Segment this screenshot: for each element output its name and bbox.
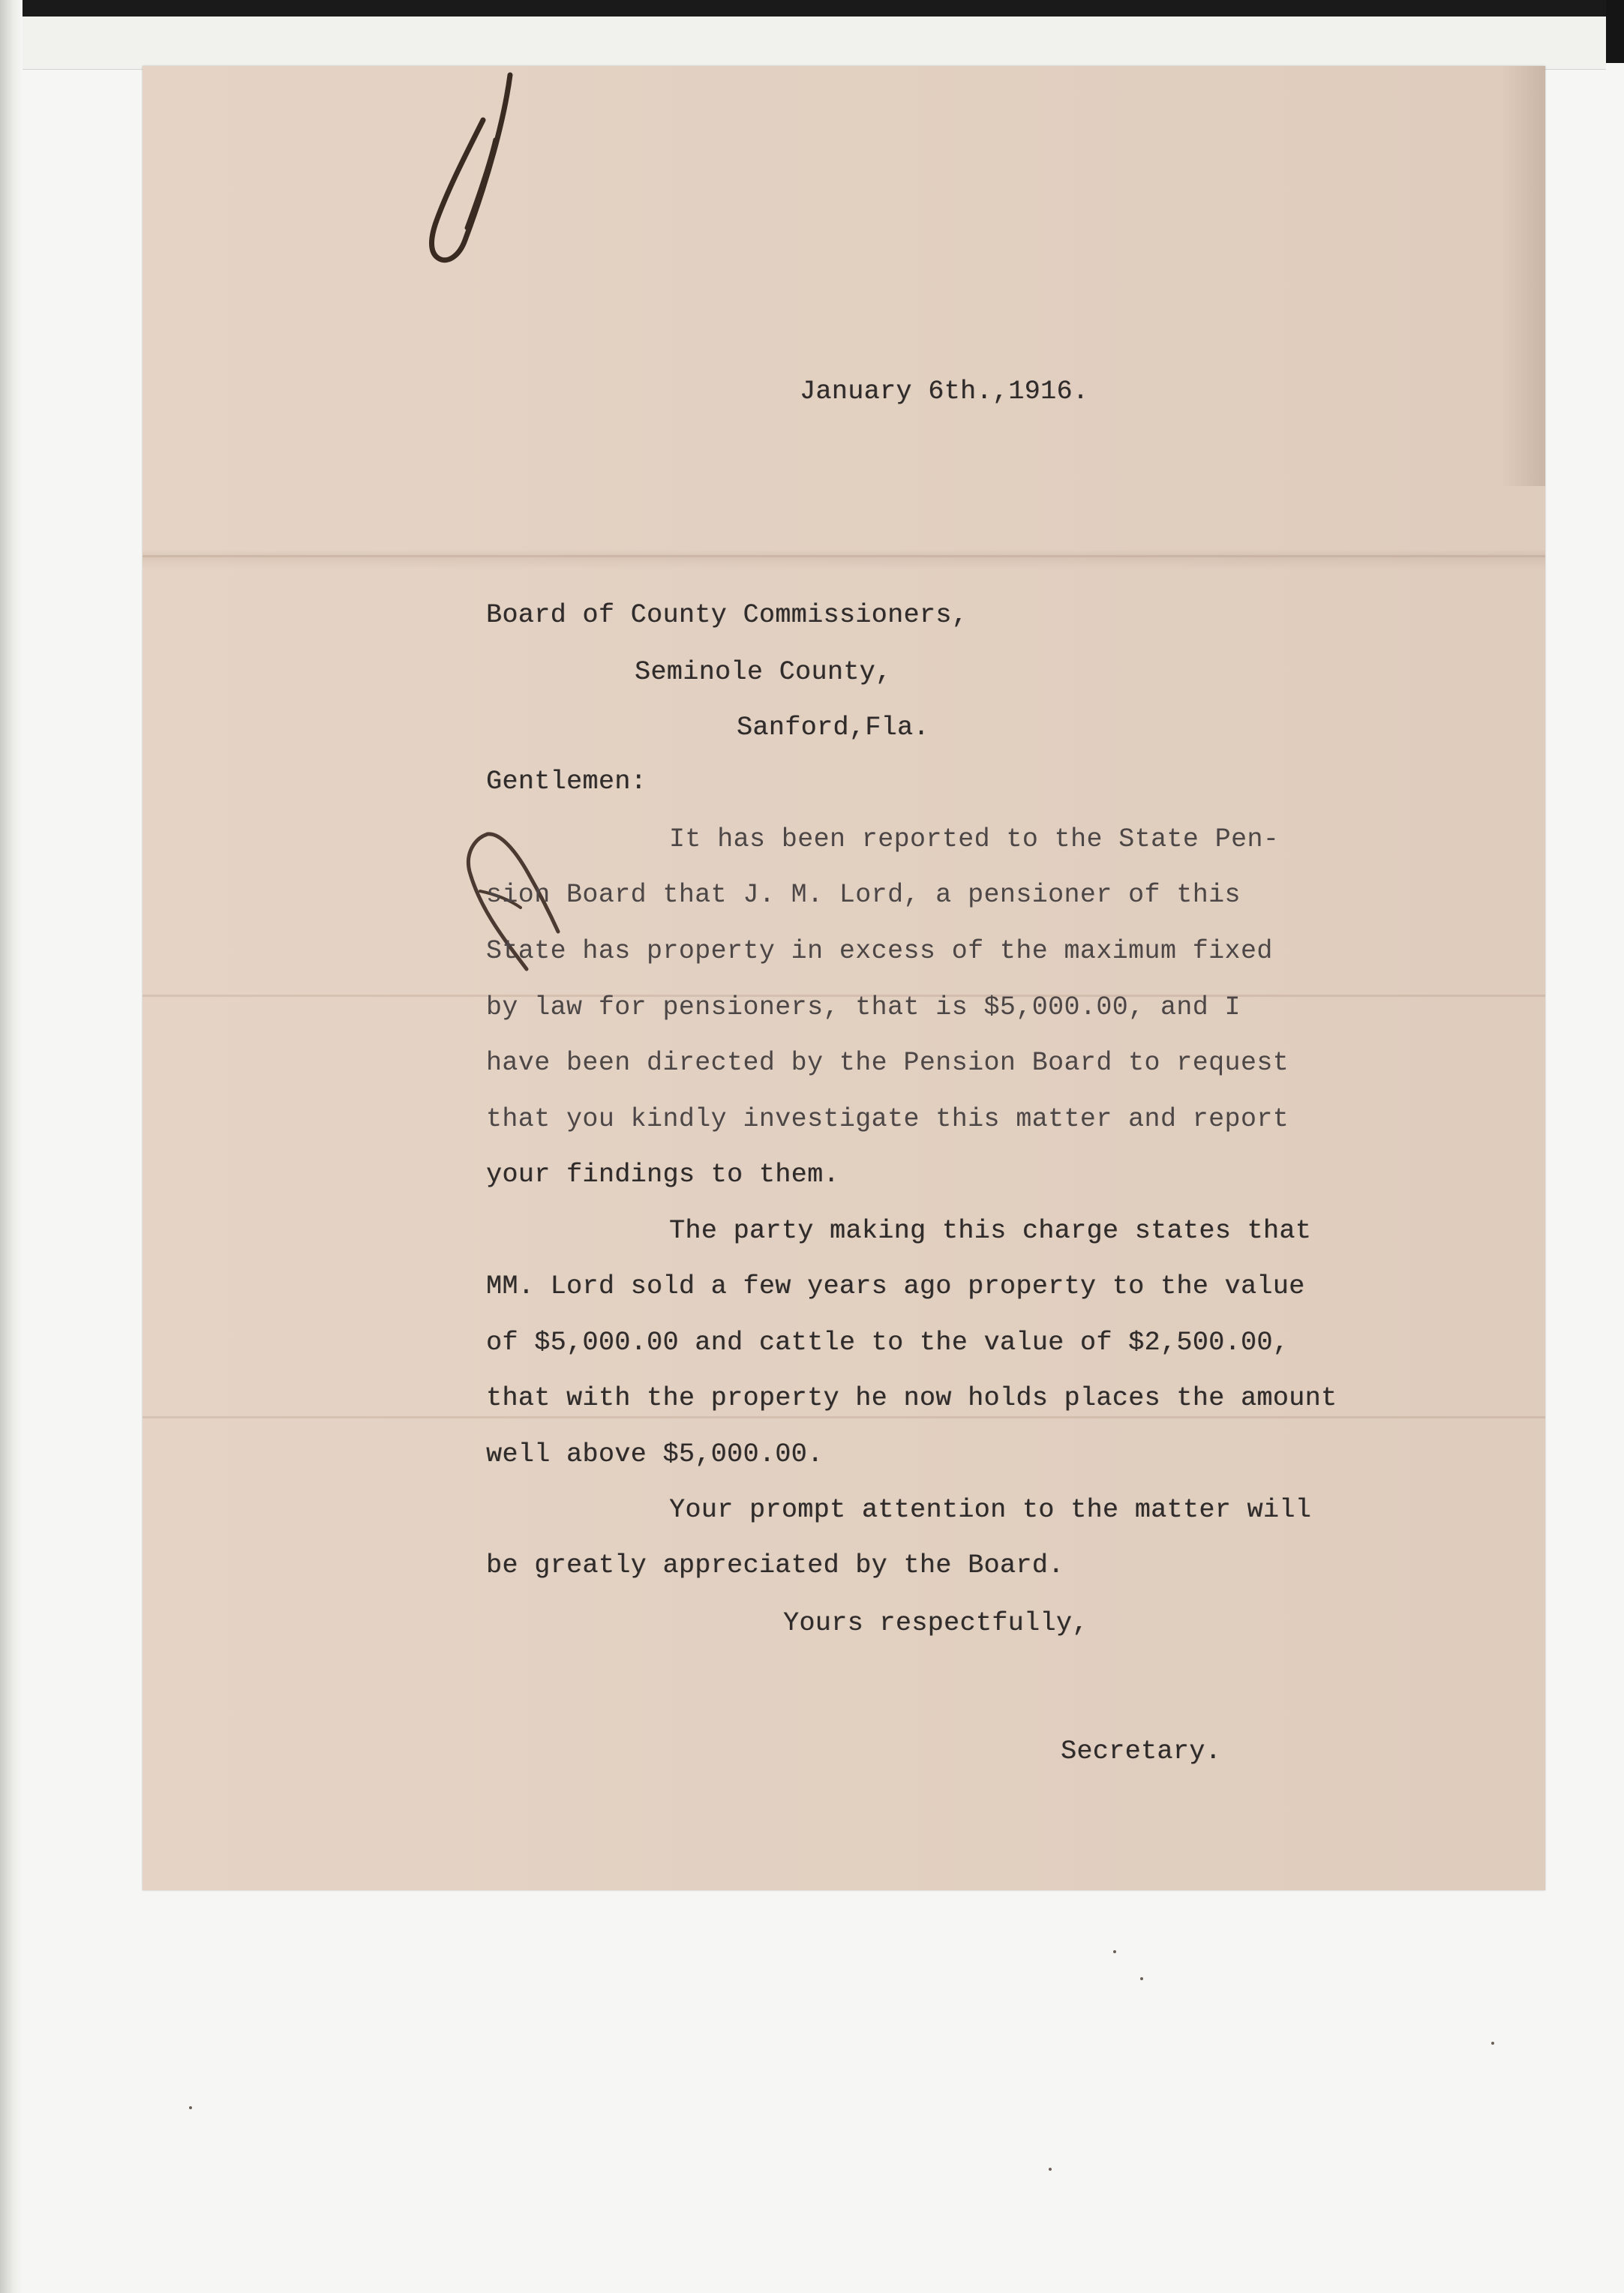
body-line: that you kindly investigate this matter and report bbox=[486, 1104, 1289, 1134]
letter-closing: Yours respectfully, bbox=[783, 1608, 1088, 1638]
body-line: have been directed by the Pension Board to request bbox=[486, 1048, 1289, 1078]
body-line: be greatly appreciated by the Board. bbox=[486, 1550, 1064, 1580]
scanner-top-bar bbox=[0, 0, 1624, 17]
body-line: Your prompt attention to the matter will bbox=[669, 1495, 1312, 1525]
body-line: sion Board that J. M. Lord, a pensioner of this bbox=[486, 880, 1241, 910]
backing-sheet-edge bbox=[23, 17, 1606, 70]
paperclip-rust-mark bbox=[405, 68, 525, 285]
recipient-line-2: Seminole County, bbox=[635, 657, 892, 687]
salutation: Gentlemen: bbox=[486, 767, 647, 797]
body-line: of $5,000.00 and cattle to the value of $2,500.00, bbox=[486, 1328, 1289, 1358]
body-line: The party making this charge states that bbox=[669, 1216, 1312, 1246]
recipient-line-3: Sanford,Fla. bbox=[737, 713, 929, 743]
edge-wear bbox=[1500, 66, 1545, 486]
fold-crease bbox=[143, 1416, 1545, 1418]
body-line: by law for pensioners, that is $5,000.00, and I bbox=[486, 992, 1241, 1022]
letter-date: January 6th.,1916. bbox=[800, 377, 1089, 407]
recipient-line-1: Board of County Commissioners, bbox=[486, 600, 968, 630]
signature-title: Secretary. bbox=[1061, 1736, 1222, 1766]
body-line: that with the property he now holds places the amount bbox=[486, 1383, 1337, 1413]
scanner-right-bar bbox=[1606, 0, 1624, 63]
body-line: your findings to them. bbox=[486, 1160, 839, 1190]
body-line: State has property in excess of the maximum fixed bbox=[486, 936, 1273, 966]
body-line: well above $5,000.00. bbox=[486, 1439, 824, 1469]
body-line: MM. Lord sold a few years ago property to the value bbox=[486, 1271, 1305, 1301]
fold-crease bbox=[143, 555, 1545, 557]
body-line: It has been reported to the State Pen- bbox=[669, 824, 1280, 854]
scanner-left-edge bbox=[0, 0, 23, 2293]
